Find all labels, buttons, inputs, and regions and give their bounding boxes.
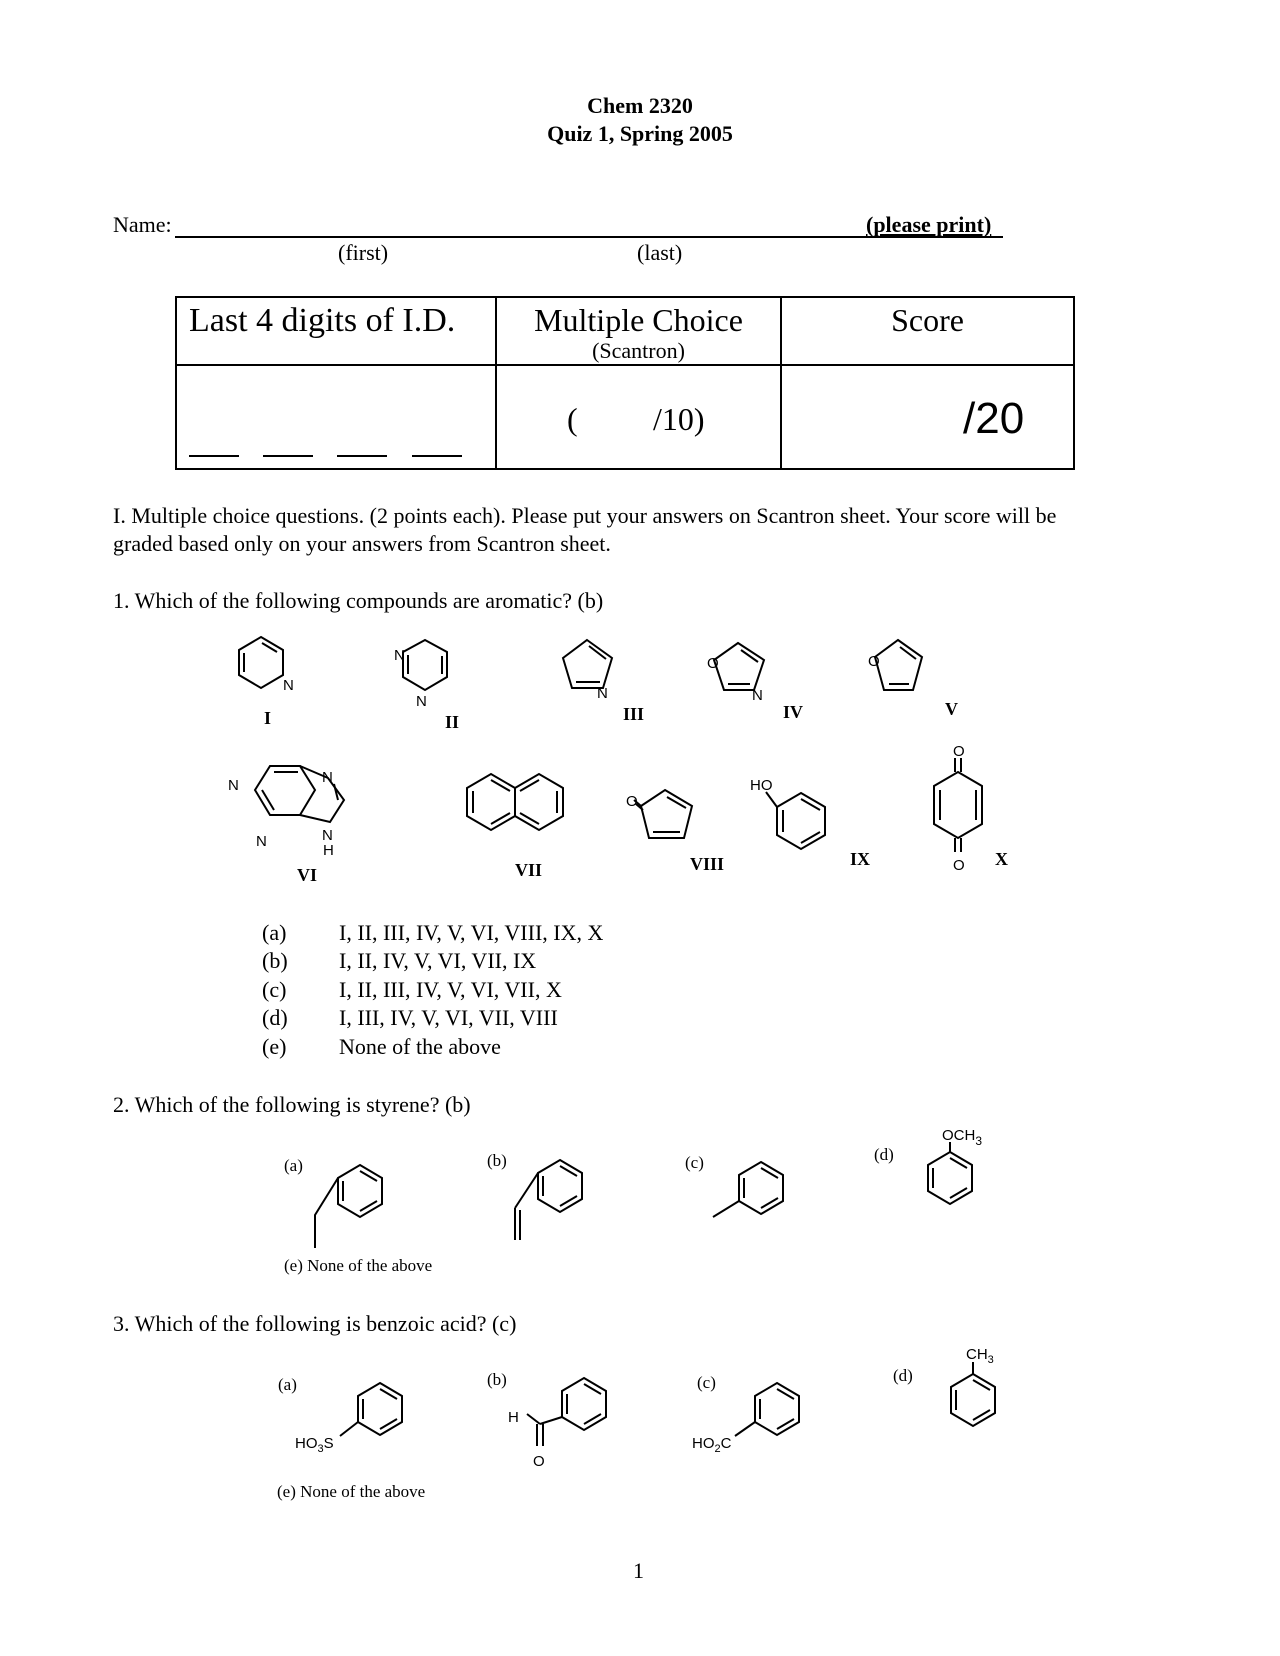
atom-ho: HO [750, 777, 773, 794]
roman-label: IX [850, 849, 871, 869]
och3-label: $OCH_3$ [942, 1127, 983, 1148]
first-name-hint: (first) [338, 240, 389, 265]
id-header: Last 4 digits of I.D. [189, 302, 456, 339]
score-header: Score [891, 302, 964, 338]
q3-label-a: (a) [278, 1375, 297, 1394]
q2-label-c: (c) [685, 1153, 704, 1172]
q1-option-text: I, II, IV, V, VI, VII, IX [339, 948, 537, 973]
ho2c-label: $HO_2C$ [692, 1435, 732, 1455]
mc-header: Multiple Choice [534, 302, 743, 338]
q1-option-letter: (d) [262, 1005, 288, 1030]
atom-n: N [283, 677, 294, 694]
roman-label: III [623, 704, 645, 724]
q3-structure-d [951, 1346, 995, 1426]
section-intro: I. Multiple choice questions. (2 points each). Please put your answers on Scantron sheet. Your score will be graded based only on your answers from Scantron sheet. [113, 503, 1057, 556]
q1-option-text: None of the above [339, 1034, 501, 1059]
roman-label: IV [783, 702, 804, 722]
ho3s-label: $HO_3S$ [295, 1435, 334, 1455]
roman-label: VIII [690, 854, 725, 874]
quiz-title: Quiz 1, Spring 2005 [547, 121, 733, 146]
q1-option-text: I, III, IV, V, VI, VII, VIII [339, 1005, 558, 1030]
q3-structure-b [508, 1378, 606, 1470]
atom-n: N [322, 827, 333, 844]
atom-n: N [228, 777, 239, 794]
atom-n: N [322, 769, 333, 786]
atom-n: N [256, 833, 267, 850]
q3-structure-c [692, 1383, 799, 1455]
roman-label: II [445, 712, 460, 732]
atom-o: O [953, 857, 965, 874]
q3-label-c: (c) [697, 1373, 716, 1392]
atom-h: H [508, 1409, 519, 1426]
roman-label: V [945, 699, 958, 719]
mc-score-value: /10) [653, 401, 705, 437]
please-print-note: (please print) [866, 212, 992, 237]
atom-n: N [597, 685, 608, 702]
q1-text: 1. Which of the following compounds are aromatic? (b) [113, 588, 604, 613]
q3-text: 3. Which of the following is benzoic acid? (c) [113, 1311, 517, 1336]
roman-label: I [264, 708, 272, 728]
q3-structure-a [295, 1383, 402, 1455]
atom-n: N [394, 647, 405, 664]
course-title: Chem 2320 [587, 93, 693, 118]
q3-label-b: (b) [487, 1370, 507, 1389]
q1-option-text: I, II, III, IV, V, VI, VIII, IX, X [339, 920, 604, 945]
roman-label: VI [297, 865, 318, 885]
mc-score-open: ( [567, 401, 578, 437]
q3-option-e: (e) None of the above [277, 1482, 426, 1501]
q2-text: 2. Which of the following is styrene? (b) [113, 1092, 471, 1117]
ch3-label: $CH_3$ [966, 1346, 994, 1366]
atom-o: O [533, 1453, 545, 1470]
q1-option-letter: (e) [262, 1034, 287, 1059]
atom-o: O [626, 793, 638, 810]
atom-o: O [868, 653, 880, 670]
q1-option-letter: (c) [262, 977, 287, 1002]
q2-label-a: (a) [284, 1156, 303, 1175]
q1-option-letter: (a) [262, 920, 287, 945]
atom-o: O [953, 743, 965, 760]
q2-label-b: (b) [487, 1151, 507, 1170]
last-name-hint: (last) [637, 240, 683, 265]
roman-label: VII [515, 860, 543, 880]
name-label: Name: [113, 212, 172, 237]
atom-o: O [707, 655, 719, 672]
q1-option-letter: (b) [262, 948, 288, 973]
atom-n: N [752, 687, 763, 704]
q1-option-text: I, II, III, IV, V, VI, VII, X [339, 977, 562, 1002]
mc-subheader: (Scantron) [592, 338, 685, 363]
atom-h: H [323, 842, 334, 859]
page-number: 1 [633, 1558, 644, 1583]
q3-label-d: (d) [893, 1366, 913, 1385]
q2-label-d: (d) [874, 1145, 894, 1164]
roman-label: X [995, 849, 1008, 869]
total-score-value: /20 [963, 394, 1025, 443]
atom-n: N [416, 693, 427, 710]
q2-option-e: (e) None of the above [284, 1256, 433, 1275]
